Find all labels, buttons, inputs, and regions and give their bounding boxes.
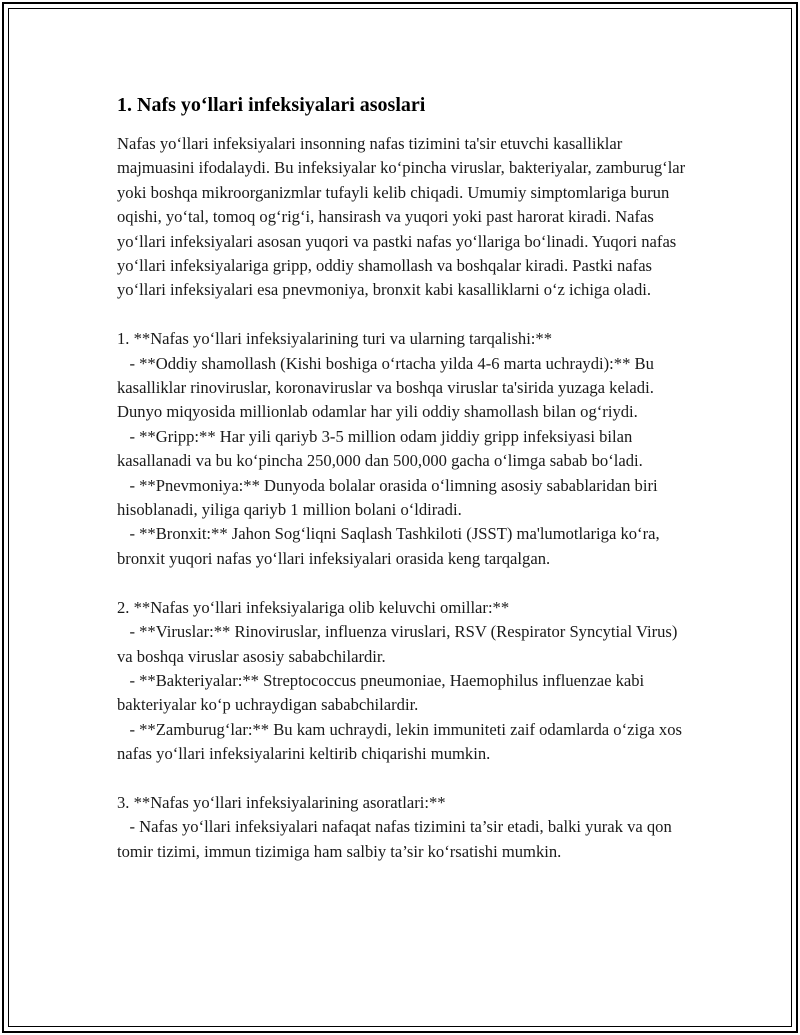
paragraph-gap <box>117 571 697 595</box>
section-3 <box>117 791 697 864</box>
paragraph-gap <box>117 303 697 327</box>
section-heading: 3. **Nafas yo‘llari infeksiyalarining asoratlari:** <box>117 792 446 812</box>
section-1 <box>117 327 697 571</box>
list-item: - **Gripp:** Har yili qariyb 3-5 million odam jiddiy gripp infeksiyasi bilan kasallanadi va bu ko‘pincha 250,000 dan 500,000 gacha o‘limga sabab bo‘ladi. <box>117 426 643 471</box>
list-item: - **Viruslar:** Rinoviruslar, influenza viruslari, RSV (Respirator Syncytial Virus) va boshqa viruslar asosiy sababchilardir. <box>117 622 682 666</box>
list-item: - **Bronxit:** Jahon Sog‘liqni Saqlash Tashkiloti (JSST) ma'lumotlariga ko‘ra, bronxit yuqori nafas yo‘llari infeksiyalari orasida keng tarqalgan. <box>117 524 664 568</box>
document-body <box>117 92 697 864</box>
list-item: - Nafas yo‘llari infeksiyalari nafaqat nafas tizimini ta’sir etadi, balki yurak va qon tomir tizimi, immun tizimiga ham salbiy ta’sir ko‘rsatishi mumkin. <box>117 817 676 861</box>
document-title: 1. Nafs yo‘llari infeksiyalari asoslari <box>117 94 426 116</box>
list-item: - **Pnevmoniya:** Dunyoda bolalar orasida o‘limning asosiy sabablaridan biri hisoblanadi, yiliga qariyb 1 million bolani o‘ldiradi. <box>117 475 662 520</box>
section-heading: 1. **Nafas yo‘llari infeksiyalarining turi va ularning tarqalishi:** <box>117 329 553 349</box>
section-heading: 2. **Nafas yo‘llari infeksiyalariga olib keluvchi omillar:** <box>117 597 510 617</box>
paragraph-gap <box>117 767 697 791</box>
section-2 <box>117 596 697 767</box>
list-item: - **Bakteriyalar:** Streptococcus pneumoniae, Haemophilus influenzae kabi bakteriyalar ko‘p uchraydigan sababchilardir. <box>117 670 649 715</box>
list-item: - **Oddiy shamollash (Kishi boshiga o‘rtacha yilda 4-6 marta uchraydi):** Bu kasalliklar rinoviruslar, koronaviruslar va boshqa viruslar ta'sirida yuzaga keladi. Dunyo miqyosida millionlab odamlar har yili oddiy shamollash bilan og‘riydi. <box>117 353 659 422</box>
list-item: - **Zamburug‘lar:** Bu kam uchraydi, lekin immuniteti zaif odamlarda o‘ziga xos nafas yo‘llari infeksiyalarini keltirib chiqarishi mumkin. <box>117 719 687 764</box>
intro-paragraph: Nafas yo‘llari infeksiyalari insonning nafas tizimini ta'sir etuvchi kasalliklar majmuasini ifodalaydi. Bu infeksiyalar ko‘pincha viruslar, bakteriyalar, zamburug‘lar yoki boshqa mikroorganizmlar tufayli kelib chiqadi. Umumiy simptomlariga burun oqishi, yo‘tal, tomoq og‘rig‘i, hansirash va yuqori yoki past harorat kiradi. Nafas yo‘llari infeksiyalari asosan yuqori va pastki nafas yo‘llariga bo‘linadi. Yuqori nafas yo‘llari infeksiyalariga gripp, oddiy shamollash va boshqalar kiradi. Pastki nafas yo‘llari infeksiyalari esa pnevmoniya, bronxit kabi kasalliklarni o‘z ichiga oladi. <box>117 134 690 300</box>
